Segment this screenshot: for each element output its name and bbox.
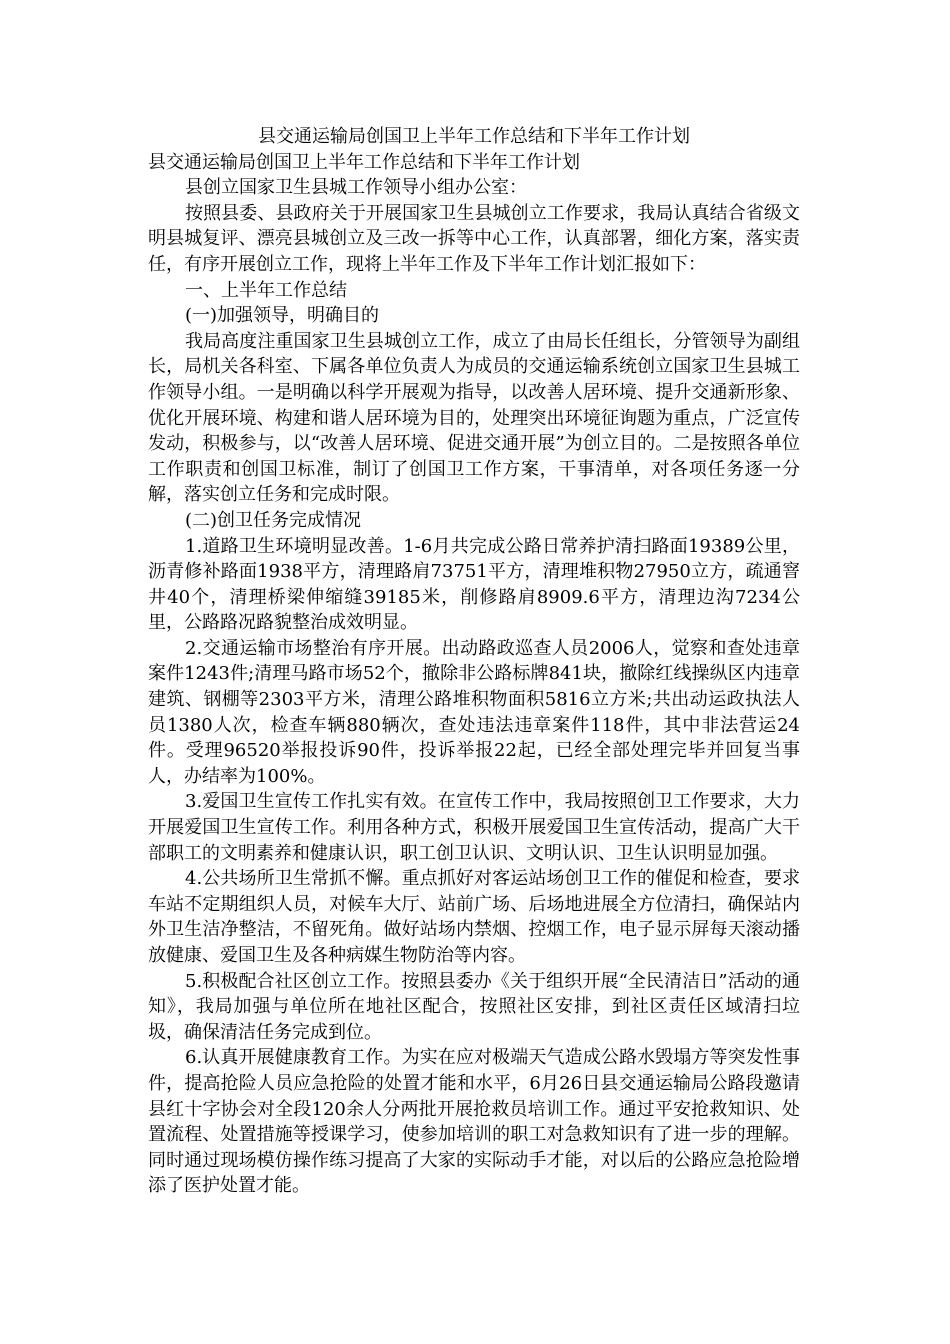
document-title: 县交通运输局创国卫上半年工作总结和下半年工作计划 — [258, 126, 690, 147]
subsection-heading-2: (二)创卫任务完成情况 — [185, 509, 362, 531]
document-page — [148, 124, 800, 1199]
task-item-1: 1.道路卫生环境明显改善。1-6月共完成公路日常养护清扫路面19389公里，沥青修补路面1938平方，清理路肩73751平方，清理堆积物27950立方，疏通窨井40个，清理桥梁伸缩缝39185米，削修路肩8909.6平方，清理边沟7234公里，公路路况路貌整治成效明显。 — [148, 535, 800, 634]
subsection-heading-1: (一)加强领导，明确目的 — [185, 305, 380, 327]
section-heading-1: 一、上半年工作总结 — [185, 279, 347, 301]
intro-paragraph: 按照县委、县政府关于开展国家卫生县城创立工作要求，我局认真结合省级文明县城复评、漂亮县城创立及三改一拆等中心工作，认真部署，细化方案，落实责任，有序开展创立工作，现将上半年工作及下半年工作计划汇报如下： — [148, 202, 800, 275]
addressee-line: 县创立国家卫生县城工作领导小组办公室： — [185, 177, 527, 199]
task-item-5: 5.积极配合社区创立工作。按照县委办《关于组织开展“全民清洁日”活动的通知》，我局加强与单位所在地社区配合，按照社区安排，到社区责任区域清扫垃圾，确保清洁任务完成到位。 — [148, 970, 800, 1043]
task-item-6: 6.认真开展健康教育工作。为实在应对极端天气造成公路水毁塌方等突发性事件，提高抢险人员应急抢险的处置才能和水平，6月26日县交通运输局公路段邀请县红十字协会对全段120余人分两批开展抢救员培训工作。通过平安抢救知识、处置流程、处置措施等授课学习，使参加培训的职工对急救知识有了进一步的理解。同时通过现场模仿操作练习提高了大家的实际动手才能，对以后的公路应急抢险增添了医护处置才能。 — [148, 1047, 800, 1197]
task-item-4: 4.公共场所卫生常抓不懈。重点抓好对客运站场创卫工作的催促和检查，要求车站不定期组织人员，对候车大厅、站前广场、后场地进展全方位清扫，确保站内外卫生洁净整洁，不留死角。做好站场内禁烟、控烟工作，电子显示屏每天滚动播放健康、爱国卫生及各种病媒生物防治等内容。 — [148, 868, 800, 966]
document-subtitle: 县交通运输局创国卫上半年工作总结和下半年工作计划 — [148, 151, 580, 173]
leadership-paragraph: 我局高度注重国家卫生县城创立工作，成立了由局长任组长，分管领导为副组长，局机关各科室、下属各单位负责人为成员的交通运输系统创立国家卫生县城工作领导小组。一是明确以科学开展观为指导，以改善人居环境、提升交通新形象、优化开展环境、构建和谐人居环境为目的，处理突出环境征询题为重点，广泛宣传发动，积极参与，以“改善人居环境、促进交通开展”为创立目的。二是按照各单位工作职责和创国卫标准，制订了创国卫工作方案，干事清单，对各项任务逐一分解，落实创立任务和完成时限。 — [148, 330, 800, 506]
task-item-2: 2.交通运输市场整治有序开展。出动路政巡查人员2006人，觉察和查处违章案件1243件;清理马路市场52个，撤除非公路标牌841块，撤除红线操纵区内违章建筑、钢棚等2303平方米，清理公路堆积物面积5816立方米;共出动运政执法人员1380人次，检查车辆880辆次，查处违法违章案件118件，其中非法营运24件。受理96520举报投诉90件，投诉举报22起，已经全部处理完毕并回复当事人，办结率为100%。 — [148, 637, 800, 787]
task-item-3: 3.爱国卫生宣传工作扎实有效。在宣传工作中，我局按照创卫工作要求，大力开展爱国卫生宣传工作。利用各种方式，积极开展爱国卫生宣传活动，提高广大干部职工的文明素养和健康认识，职工创卫认识、文明认识、卫生认识明显加强。 — [148, 791, 800, 864]
